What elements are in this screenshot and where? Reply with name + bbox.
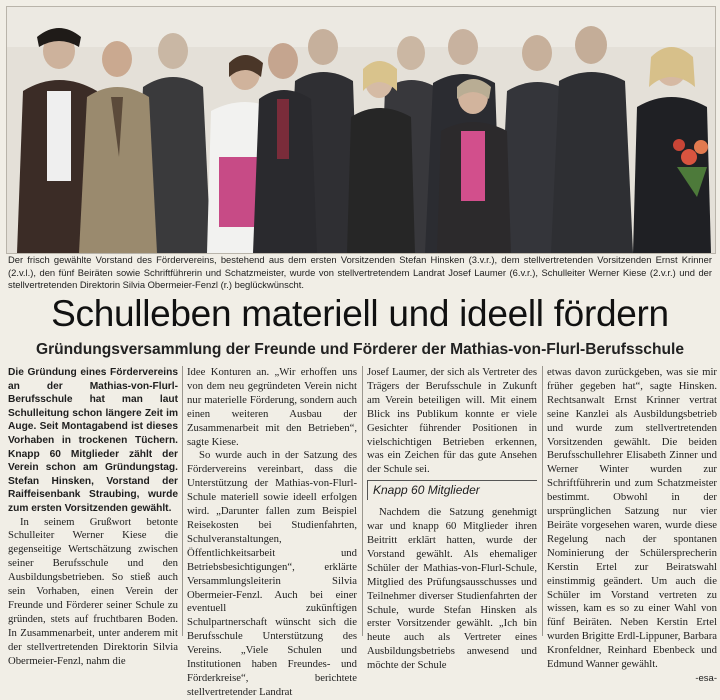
article-paragraph: etwas davon zurückgeben, was sie mir früher gegeben hat“, sagte Hinsken. Rechtsanwalt Ernst Krinner vertrat seine Kanzlei als Ausbildungsbetrieb und wurde zum stellvertretenden Vorsitzenden gewählt. Die beiden Berufsschullehrer Elisabeth Zinner und Werner Winter wurden zur Schriftführerin und zum Schatzmeister bestimmt. Obwohl in der ursprünglichen Satzung nur vier Beiräte vorgesehen waren, wurde diese Regelung nach der spontanen Nominierung der Schülersprecherin Kerstin Ertel zur Beiratswahl einstimmig geändert. Um auch die Schüler im Vorstand vertreten zu wissen, kam es so zu einer Wahl von fünf Beiräten. Neben Kerstin Ertel wurden Brigitte Erdl-Lippuner, Barbara Kronfeldner, Reinhard Ebenbeck und Edmund Wanner gewählt. [547,366,717,671]
article-paragraph: In seinem Grußwort betonte Schulleiter Werner Kiese die gegenseitige Wertschätzung zwischen seiner Berufsschule und den Ausbildungsbetrieben. So stieß auch sein Vorhaben, einen Verein der Freunde und Förderer seiner Schule zu gründen, stets auf fruchtbaren Boden. In Zusammenarbeit, unter anderem mit der stellvertretenden Direktorin Silvia Obermeier-Fenzl, nahm die [8,515,178,667]
group-photo [6,6,716,254]
article-column-3 [367,366,537,672]
article-lead: Die Gründung eines Fördervereins an der Mathias-von-Flurl-Berufsschule hat man laut Schulleitung schon längere Zeit im Auge. Seit Montagabend ist dieses Vorhaben in trockenen Tüchern. Knapp 60 Mitglieder zählt der Verein schon am Gründungstag. Stefan Hinsken, Vorstand der Raiffeisenbank Straubing, wurde zum ersten Vorsitzenden gewählt. [8,367,178,514]
column-divider [362,366,363,636]
column-divider [182,366,183,636]
article-column-2 [187,366,357,698]
article-paragraph: Josef Laumer, der sich als Vertreter des Trägers der Berufsschule in Zukunft am Verein beteiligen will. Mit einem Blick ins Publikum konnte er viele Gesichter führender Positionen in vielschichtigen Betrieben erkennen, was ein Zeichen für das gute Ansehen der Schule sei. [367,366,537,476]
article-column-4 [547,366,717,684]
column-divider [542,366,543,636]
photo-caption: Der frisch gewählte Vorstand des Fördervereins, bestehend aus dem ersten Vorsitzenden Stefan Hinsken (3.v.r.), dem stellvertretenden Vorsitzenden Ernst Krinner (2.v.l.), den fünf Beiräten sowie Schriftführerin und Schatzmeister, wurde von stellvertretendem Landrat Josef Laumer (6.v.r.), Schulleiter Werner Kiese (2.v.r.) und der stellvertretenden Direktorin Silvia Obermeier-Fenzl (r.) beglückwünscht. [8,254,712,291]
article-subheadline: Gründungsversammlung der Freunde und Förderer der Mathias-von-Flurl-Berufsschule [35,341,685,358]
article-paragraph: Nachdem die Satzung genehmigt war und knapp 60 Mitglieder ihren Beitritt erklärt hatten, wurde der Vorstand gewählt. Als ehemaliger Schüler der Mathias-von-Flurl-Schule, Mitglied des Prüfungsausschusses und Teilnehmer diverser Studienfahrten der Schule, wurde Stefan Hinsken als erster Vorsitzender gewählt. „Ich bin heute auch als Vertreter eines Ausbildungsbetriebs anwesend und möchte der Schule [367,506,537,672]
article-column-1 [8,366,178,667]
article-headline: Schulleben materiell und ideell fördern [51,293,669,334]
article-paragraph: Idee Konturen an. „Wir erhoffen uns von dem neu gegründeten Verein nicht nur materielle Förderung, sondern auch einen weiteren Ausbau der Zusammenarbeit mit den Betrieben“, sagte Kiese. [187,366,357,448]
article-subtitle: Knapp 60 Mitglieder [367,480,537,500]
article-paragraph: So wurde auch in der Satzung des Fördervereins vereinbart, dass die Unterstützung der Mathias-von-Flurl-Schule materiell sowie ideell erfolgen wird. „Darunter fallen zum Beispiel Reisekosten bei Studienfahrten, Schulveranstaltungen, Öffentlichkeitsarbeit und Betriebsbesichtigungen“, erklärte Versammlungsleiterin Silvia Obermeier-Fenzl. Auch bei einer eventuell zukünftigen Schulpartnerschaft wünscht sich die Berufsschule Unterstützung des Vereins. „Viele Schulen und Institutionen haben Freundes- und Förderkreise“, berichtete stellvertretender Landrat [187,449,357,698]
author-signature: -esa- [695,672,717,684]
group-photo-illustration [7,7,715,253]
